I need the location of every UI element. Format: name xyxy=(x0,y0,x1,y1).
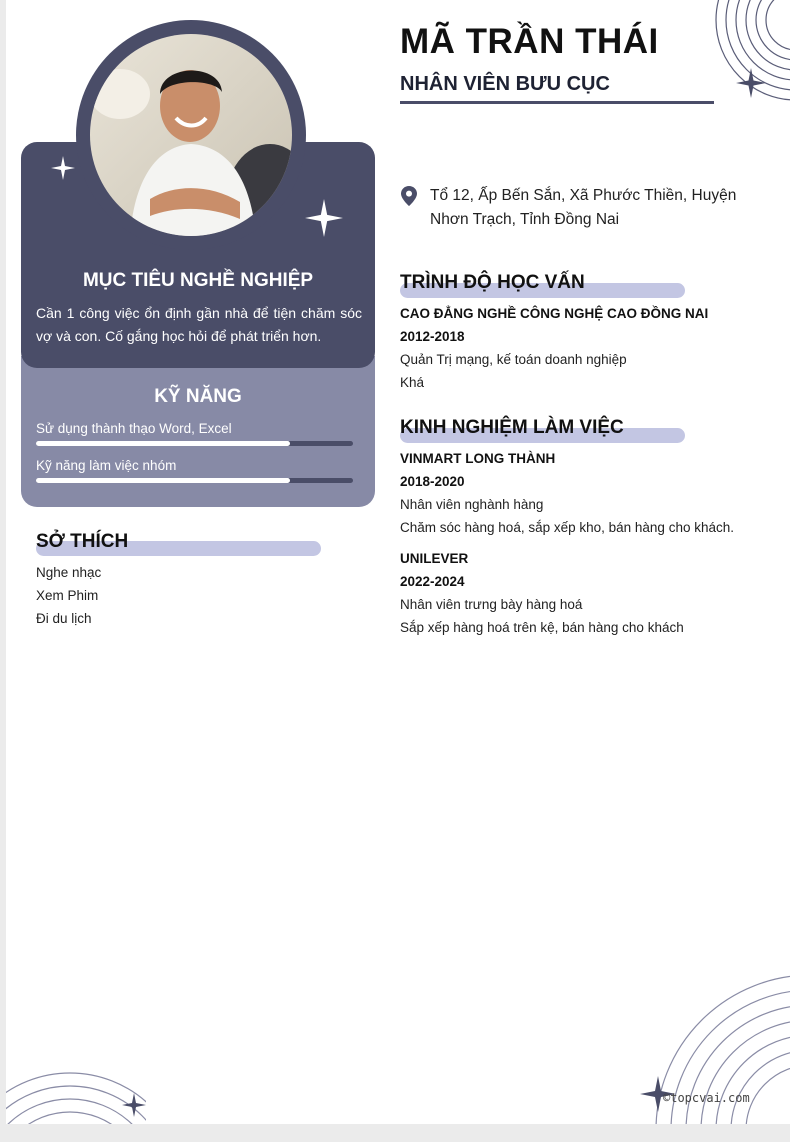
hobby-item: Đi du lịch xyxy=(36,611,92,626)
hobby-item: Xem Phim xyxy=(36,588,99,603)
watermark: ©topcvai.com xyxy=(663,1091,750,1105)
job-title: NHÂN VIÊN BƯU CỤC xyxy=(400,73,610,95)
sparkle-icon xyxy=(51,156,75,180)
candidate-name: MÃ TRẦN THÁI xyxy=(400,22,659,61)
map-pin-icon xyxy=(401,186,417,206)
sparkle-icon xyxy=(305,199,343,237)
sparkle-icon xyxy=(122,1093,146,1117)
hobby-item: Nghe nhạc xyxy=(36,565,102,580)
skill-bar xyxy=(36,478,353,483)
hobbies-title: SỞ THÍCH xyxy=(36,531,129,552)
experience-title: KINH NGHIỆM LÀM VIỆC xyxy=(400,417,624,438)
education-years: 2012-2018 xyxy=(400,329,465,344)
job-role: Nhân viên trưng bày hàng hoá xyxy=(400,597,583,612)
skill-label: Kỹ năng làm việc nhóm xyxy=(36,458,177,473)
avatar xyxy=(90,34,292,236)
skills-title: KỸ NĂNG xyxy=(154,386,242,407)
cv-page xyxy=(6,0,790,1124)
job-description: Chăm sóc hàng hoá, sắp xếp kho, bán hàng cho khách. xyxy=(400,520,734,535)
objective-text: Cần 1 công việc ổn định gần nhà để tiện chăm sóc vợ và con. Cố gắng học hỏi để phát triển hơn. xyxy=(36,305,362,344)
education-grade: Khá xyxy=(400,375,425,390)
skill-bar-fill xyxy=(36,478,290,483)
skill-label: Sử dụng thành thạo Word, Excel xyxy=(36,421,232,436)
education-title: TRÌNH ĐỘ HỌC VẤN xyxy=(400,272,585,293)
education-school: CAO ĐẲNG NGHỀ CÔNG NGHỆ CAO ĐỒNG NAI xyxy=(400,306,709,321)
job-role: Nhân viên nghành hàng xyxy=(400,497,544,512)
job-company: VINMART LONG THÀNH xyxy=(400,451,556,466)
job-years: 2018-2020 xyxy=(400,474,465,489)
job-years: 2022-2024 xyxy=(400,574,465,589)
title-divider xyxy=(400,101,714,104)
job-company: UNILEVER xyxy=(400,551,469,566)
skill-bar-fill xyxy=(36,441,290,446)
address-text: Tổ 12, Ấp Bến Sắn, Xã Phước Thiền, Huyện Nhơn Trạch, Tỉnh Đồng Nai xyxy=(430,187,737,228)
objective-title: MỤC TIÊU NGHỀ NGHIỆP xyxy=(82,270,314,291)
sparkle-icon xyxy=(736,68,766,98)
education-major: Quản Trị mạng, kế toán doanh nghiệp xyxy=(400,352,627,367)
job-description: Sắp xếp hàng hoá trên kệ, bán hàng cho khách xyxy=(400,620,684,635)
skill-bar xyxy=(36,441,353,446)
